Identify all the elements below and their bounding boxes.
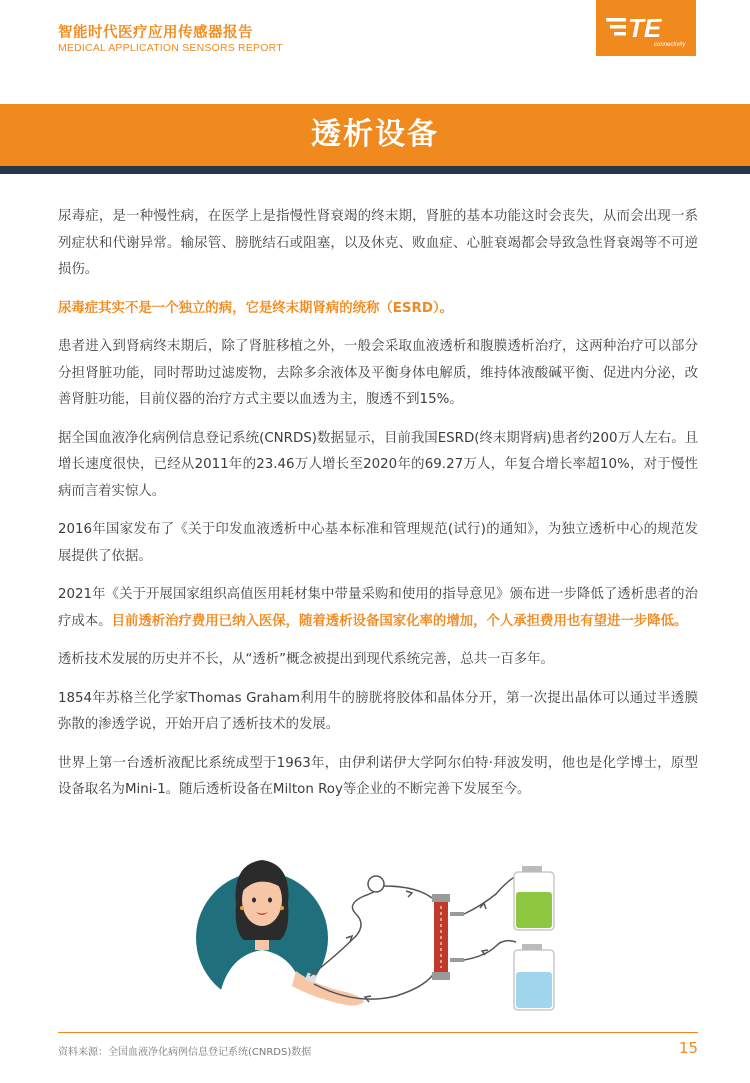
paragraph	[58, 517, 698, 570]
highlight-text: 尿毒症其实不是一个独立的病，它是终末期肾病的统称（ESRD）。	[58, 300, 454, 316]
section-title: 透析设备	[311, 117, 439, 152]
paragraph-highlight	[58, 296, 698, 323]
pressure-gauge	[368, 876, 384, 892]
dialyzer-cap-bottom	[432, 972, 450, 980]
paragraph	[58, 686, 698, 739]
report-title-cn: 智能时代医疗应用传感器报告	[58, 25, 253, 41]
paragraph-text: 2016年国家发布了《关于印发血液透析中心基本标准和管理规范(试行)的通知》，为独立透析中心的规范发展提供了依据。	[58, 522, 698, 564]
tube-dialysate-out	[464, 876, 516, 914]
report-title-en: MEDICAL APPLICATION SENSORS REPORT	[58, 42, 283, 54]
logo-text: TE	[628, 13, 662, 43]
dialysis-illustration	[196, 846, 566, 1025]
paragraph	[58, 204, 698, 284]
tube-dialysate-in	[464, 941, 516, 960]
paragraph-text: 透析技术发展的历史并不长，从“透析”概念被提出到现代系统完善，总共一百多年。	[58, 652, 554, 667]
paragraph-text: 2021年《关于开展国家组织高值医用耗材集中带量采购和使用的指导意见》颁布进一步降低了透析患者的治疗成本。	[58, 587, 698, 629]
flow-arrow-icon	[406, 891, 412, 897]
paragraph-text: 1854年苏格兰化学家Thomas Graham利用牛的膀胱将胶体和晶体分开，第一次提出晶体可以通过半透膜弥散的渗透学说，开始开启了透析技术的发展。	[58, 690, 698, 732]
logo-subtext: connectivity	[654, 42, 686, 48]
banner-divider	[0, 166, 750, 174]
paragraph-text: 据全国血液净化病例信息登记系统(CNRDS)数据显示，目前我国ESRD(终末期肾病)患者约200万人左右。且增长速度很快，已经从2011年的23.46万人增长至2020年的69.27万人，年复合增长率超10%，对于慢性病而言着实惊人。	[58, 430, 698, 499]
article-body	[58, 204, 698, 816]
dialyzer-cap-top	[432, 894, 450, 902]
page-number: 15	[678, 1039, 698, 1057]
paragraph	[58, 751, 698, 804]
data-source-note: 资料来源：全国血液净化病例信息登记系统(CNRDS)数据	[58, 1047, 312, 1058]
paragraph	[58, 647, 698, 674]
paragraph	[58, 582, 698, 635]
patient-eye	[252, 898, 256, 903]
te-connectivity-logo	[596, 0, 696, 56]
paragraph-text: 患者进入到肾病终末期后，除了肾脏移植之外，一般会采取血液透析和腹膜透析治疗，这两种治疗可以部分分担肾脏功能，同时帮助过滤废物，去除多余液体及平衡身体电解质，维持体液酸碱平衡、促进内分泌，改善肾脏功能，目前仪器的治疗方式主要以血透为主，腹透不到15%。	[58, 339, 698, 407]
paragraph-text: 世界上第一台透析液配比系统成型于1963年，由伊利诺伊大学阿尔伯特·拜波发明，他也是化学博士，原型设备取名为Mini-1。随后透析设备在Milton Roy等企业的不断完善下发展至今。	[58, 755, 698, 797]
paragraph	[58, 334, 698, 414]
te-logo-icon	[596, 0, 696, 56]
patient-eye	[268, 898, 272, 903]
paragraph-text: 尿毒症，是一种慢性病，在医学上是指慢性肾衰竭的终末期，肾脏的基本功能这时会丧失，从而会出现一系列症状和代谢异常。输尿管、膀胱结石或阻塞，以及休克、败血症、心脏衰竭都会导致急性肾衰竭等不可逆损伤。	[58, 209, 698, 277]
highlight-text: 目前透析治疗费用已纳入医保，随着透析设备国家化率的增加，个人承担费用也有望进一步降低。	[111, 613, 688, 629]
section-banner	[0, 104, 750, 166]
footer-divider	[58, 1032, 698, 1033]
paragraph	[58, 426, 698, 506]
